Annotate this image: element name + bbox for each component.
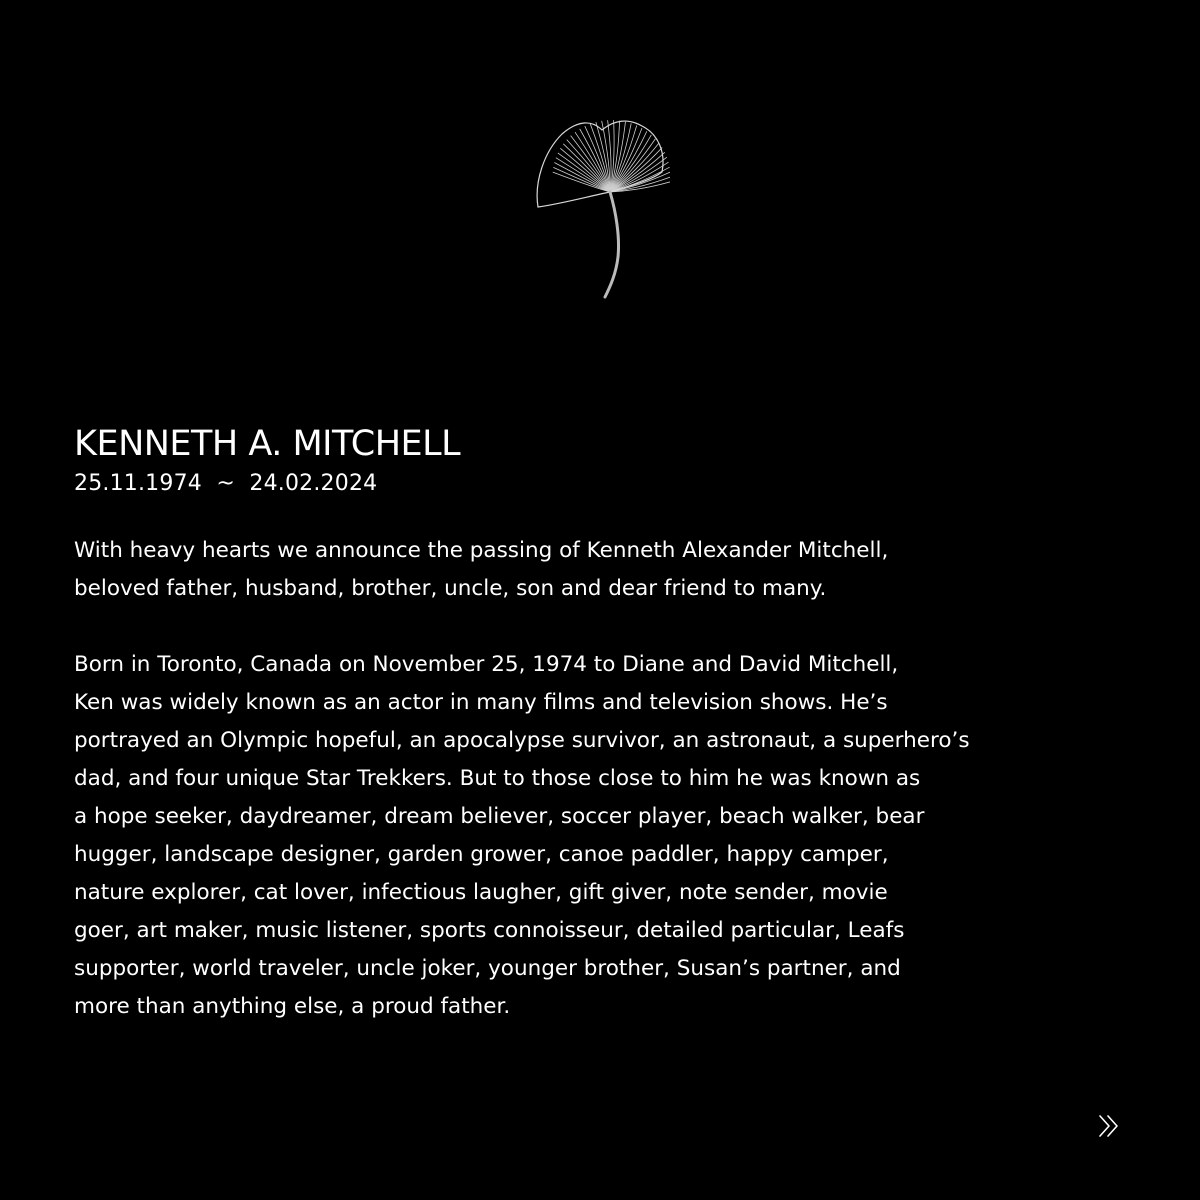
paragraph-line: a hope seeker, daydreamer, dream believer, soccer player, beach walker, bear bbox=[74, 804, 925, 829]
paragraph-line: portrayed an Olympic hopeful, an apocalypse survivor, an astronaut, a superhero’s bbox=[74, 728, 970, 753]
person-name: KENNETH A. MITCHELL bbox=[74, 424, 461, 464]
paragraph-line: Ken was widely known as an actor in many films and television shows. He’s bbox=[74, 690, 888, 715]
paragraph-line: beloved father, husband, brother, uncle, son and dear friend to many. bbox=[74, 576, 827, 601]
paragraph-line: goer, art maker, music listener, sports connoisseur, detailed particular, Leafs bbox=[74, 918, 905, 943]
paragraph-line: Born in Toronto, Canada on November 25, 1974 to Diane and David Mitchell, bbox=[74, 652, 899, 677]
paragraph-line: more than anything else, a proud father. bbox=[74, 994, 511, 1019]
paragraph-line: With heavy hearts we announce the passing of Kenneth Alexander Mitchell, bbox=[74, 538, 889, 563]
paragraph-line: supporter, world traveler, uncle joker, younger brother, Susan’s partner, and bbox=[74, 956, 901, 981]
ginkgo-leaf-icon bbox=[530, 112, 670, 302]
biography-paragraph bbox=[74, 646, 1074, 1026]
paragraph-line: dad, and four unique Star Trekkers. But to those close to him he was known as bbox=[74, 766, 921, 791]
life-dates: 25.11.1974 ~ 24.02.2024 bbox=[74, 471, 378, 496]
paragraph-line: nature explorer, cat lover, infectious laugher, gift giver, note sender, movie bbox=[74, 880, 888, 905]
announcement-paragraph bbox=[74, 532, 1074, 608]
double-chevron-right-icon[interactable] bbox=[1096, 1113, 1122, 1139]
paragraph-line: hugger, landscape designer, garden grower, canoe paddler, happy camper, bbox=[74, 842, 889, 867]
obituary-content bbox=[74, 422, 1074, 1026]
